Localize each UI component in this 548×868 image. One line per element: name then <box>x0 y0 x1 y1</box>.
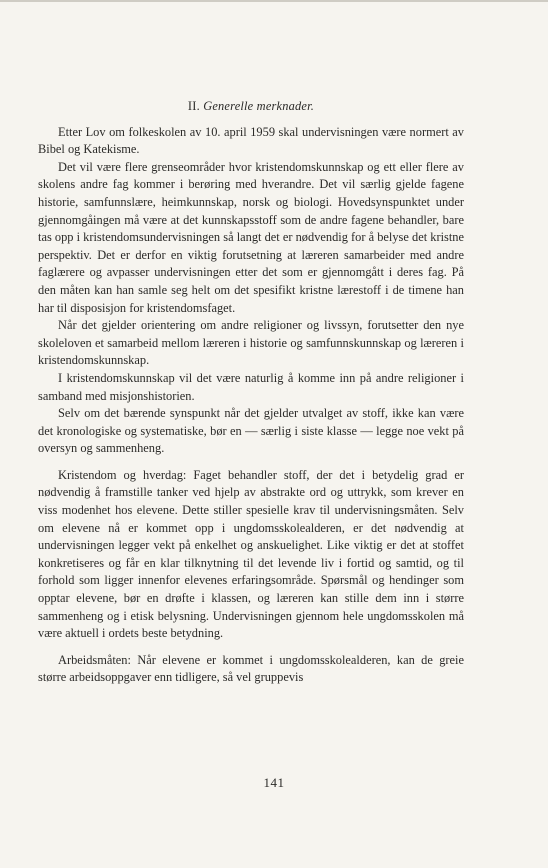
page-number: 141 <box>263 775 285 790</box>
body-text <box>38 98 464 687</box>
paragraph: Selv om det bærende synspunkt når det gjelder utvalget av stoff, ikke kan være det kronologiske og systematiske, bør en — særlig i siste klasse — legge noe vekt på oversyn og sammenheng. <box>38 406 464 456</box>
page-edge-line <box>0 0 548 2</box>
section-heading <box>38 98 464 116</box>
paragraph: Når det gjelder orientering om andre religioner og livssyn, forutsetter den nye skoleloven et samarbeid mellom læreren i historie og samfunnskunnskap og læreren i kristendomskunnskap. <box>38 318 464 368</box>
paragraph: Arbeidsmåten: Når elevene er kommet i ungdomsskolealderen, kan de greie større arbeidsoppgaver enn tidligere, så vel gruppevis <box>38 652 464 685</box>
section-numeral: II. <box>187 99 200 113</box>
paragraph: I kristendomskunnskap vil det være naturlig å komme inn på andre religioner i samband med misjonshistorien. <box>38 370 464 403</box>
paragraph: Kristendom og hverdag: Faget behandler stoff, der det i betydelig grad er nødvendig å framstille tanker ved hjelp av abstrakte ord og uttrykk, som krever en viss modenhet hos elevene. Dette stiller spesielle krav til undervisningsmåten. Selv om elevene nå er kommet opp i ungdomsskolealderen, er det nødvendig at undervisningen legger vekt på enkelhet og anskuelighet. Like viktig er det at stoffet konkretiseres og får en klar tilknytning til det levende liv i fortid og samtid, og til forhold som ligger innenfor elevenes erfaringsområde. Spørsmål og hendinger som opptar elevene, bør en drøfte i klassen, og læreren kan stille dem inn i større sammenheng og i etisk belysning. Undervisningen gjennom hele ungdomsskolen må være aktuell i ordets beste betydning. <box>38 467 464 641</box>
paragraph: Etter Lov om folkeskolen av 10. april 1959 skal undervisningen være normert av Bibel og Katekisme. <box>38 124 464 157</box>
paragraph: Det vil være flere grenseområder hvor kristendomskunnskap og ett eller flere av skolens andre fag kommer i berøring med hverandre. Det vil særlig gjelde fagene historie, samfunnslære, heimkunnskap, norsk og biologi. Hovedsynspunktet under gjennomgåingen må være at det kunnskapsstoff som de andre fagene behandler, bare tas opp i kristendomsundervisningen så langt det er nødvendig for å belyse det kristne perspektiv. Det er derfor en viktig forutsetning at læreren samarbeider med andre faglærere og avpasser undervisningen etter det som er gjennomgått i deres fag. På den måten kan han samle seg helt om det spesifikt kristne lærestoff i de timene han har til disposisjon for kristendomsfaget. <box>38 159 464 315</box>
section-title: Generelle merknader. <box>203 99 315 113</box>
